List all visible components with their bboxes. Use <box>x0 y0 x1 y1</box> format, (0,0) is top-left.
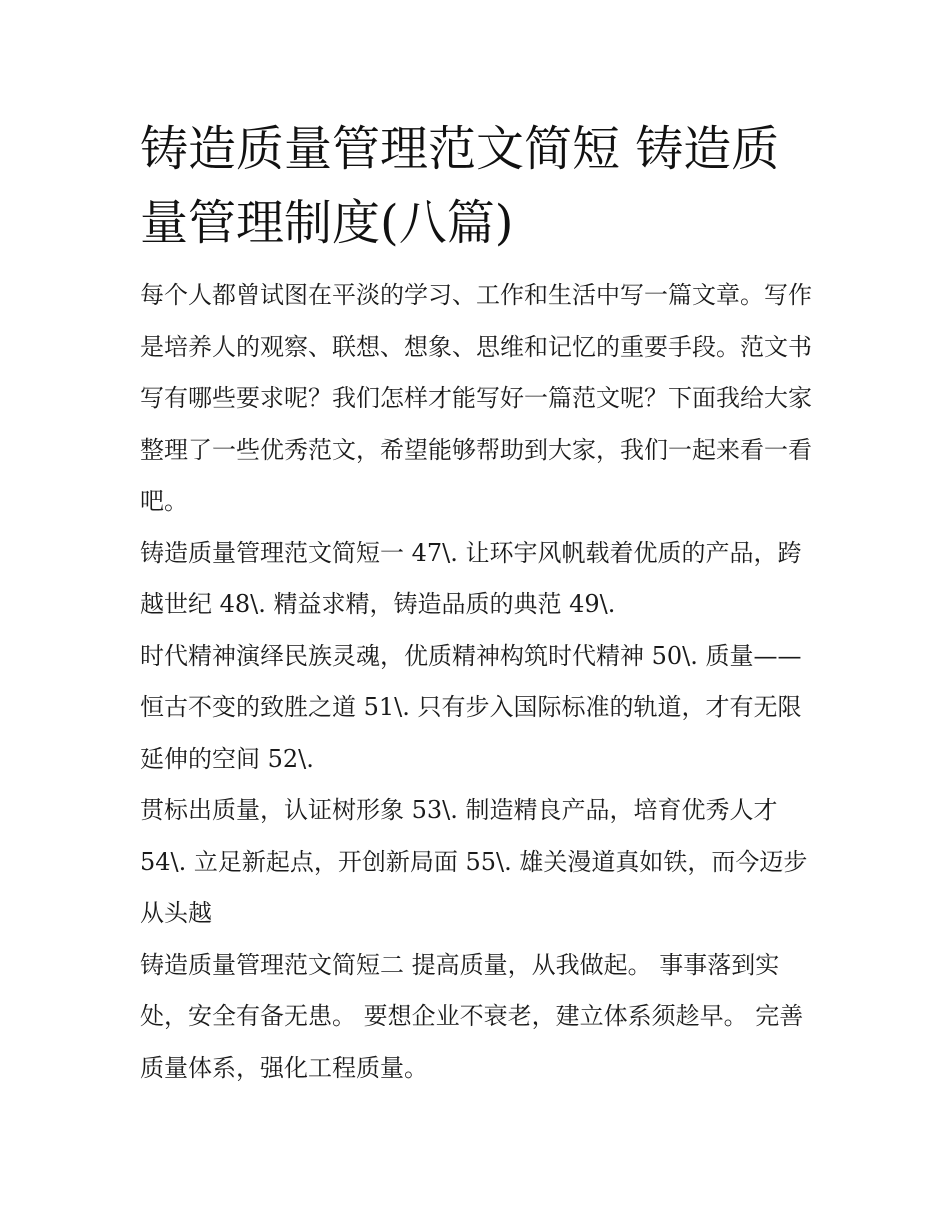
document-page <box>140 112 820 1094</box>
body-paragraph-4: 铸造质量管理范文简短二 提高质量，从我做起。 事事落到实处，安全有备无患。 要想企业不衰老，建立体系须趁早。 完善质量体系，强化工程质量。 <box>140 950 804 1082</box>
body-paragraph-1: 铸造质量管理范文简短一 47\. 让环宇风帆载着优质的产品，跨越世纪 48\. 精益求精，铸造品质的典范 49\. <box>140 538 802 618</box>
body-paragraph-2: 时代精神演绎民族灵魂，优质精神构筑时代精神 50\. 质量——恒古不变的致胜之道 51\. 只有步入国际标准的轨道，才有无限延伸的空间 52\. <box>140 641 802 773</box>
document-title: 铸造质量管理范文简短 铸造质量管理制度(八篇) <box>140 121 780 251</box>
body-paragraph-3: 贯标出质量，认证树形象 53\. 制造精良产品，培育优秀人才 54\. 立足新起点，开创新局面 55\. 雄关漫道真如铁，而今迈步从头越 <box>140 796 808 927</box>
intro-paragraph: 每个人都曾试图在平淡的学习、工作和生活中写一篇文章。写作是培养人的观察、联想、想象、思维和记忆的重要手段。范文书写有哪些要求呢？我们怎样才能写好一篇范文呢？下面我给大家整理了一些优秀范文，希望能够帮助到大家，我们一起来看一看吧。 <box>140 281 812 515</box>
